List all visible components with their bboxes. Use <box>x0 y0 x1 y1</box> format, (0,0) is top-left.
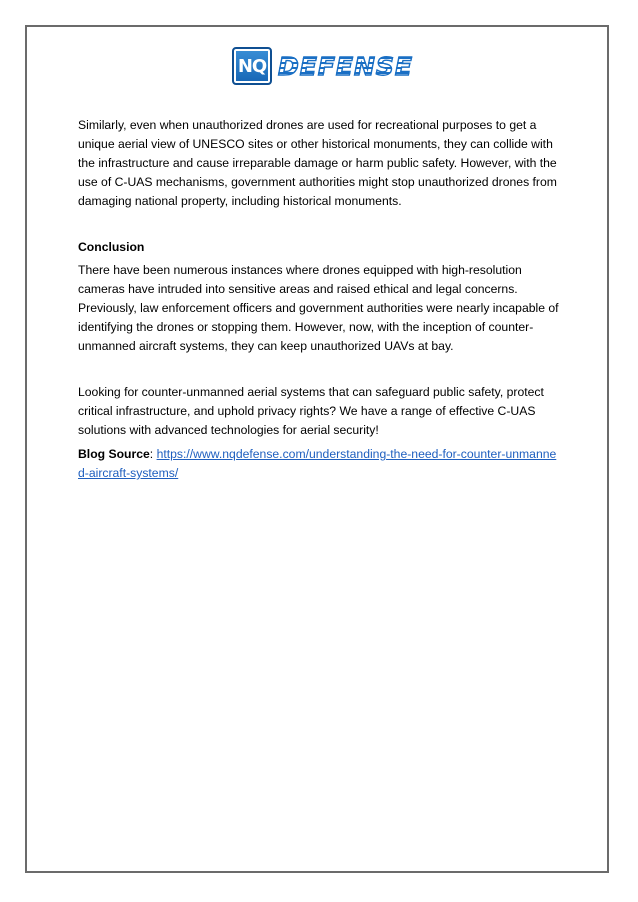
paragraph-conclusion: There have been numerous instances where drones equipped with high-resolution cameras have intruded into sensitive areas and raised ethical and legal concerns. Previously, law enforcement officers and government authorities were nearly incapable of identifying the drones or stopping them. However, now, with the inception of counter-unmanned aircraft systems, they can keep unauthorized UAVs at bay. <box>78 263 559 353</box>
logo-wordmark: DEFENSE <box>278 51 413 81</box>
blog-source-link[interactable]: https://www.nqdefense.com/understanding-the-need-for-counter-unmanned-aircraft-systems/ <box>78 447 557 480</box>
blog-source <box>78 445 562 483</box>
blog-source-label: Blog Source <box>78 447 150 461</box>
paragraph-unesco: Similarly, even when unauthorized drones are used for recreational purposes to get a unique aerial view of UNESCO sites or other historical monuments, they can collide with the infrastructure and cause irreparable damage or harm public safety. However, with the use of C-UAS mechanisms, government authorities might stop unauthorized drones from damaging national property, including historical monuments. <box>78 118 557 208</box>
document-body <box>78 116 562 483</box>
paragraph-call-to-action: Looking for counter-unmanned aerial systems that can safeguard public safety, protect critical infrastructure, and uphold privacy rights? We have a range of effective C-UAS solutions with advanced technologies for aerial security! <box>78 385 544 437</box>
blog-source-separator: : <box>149 447 157 461</box>
nq-badge-icon <box>232 47 272 85</box>
nq-defense-logo <box>232 47 413 85</box>
heading-conclusion: Conclusion <box>78 240 145 254</box>
badge-text: NQ <box>237 55 267 77</box>
